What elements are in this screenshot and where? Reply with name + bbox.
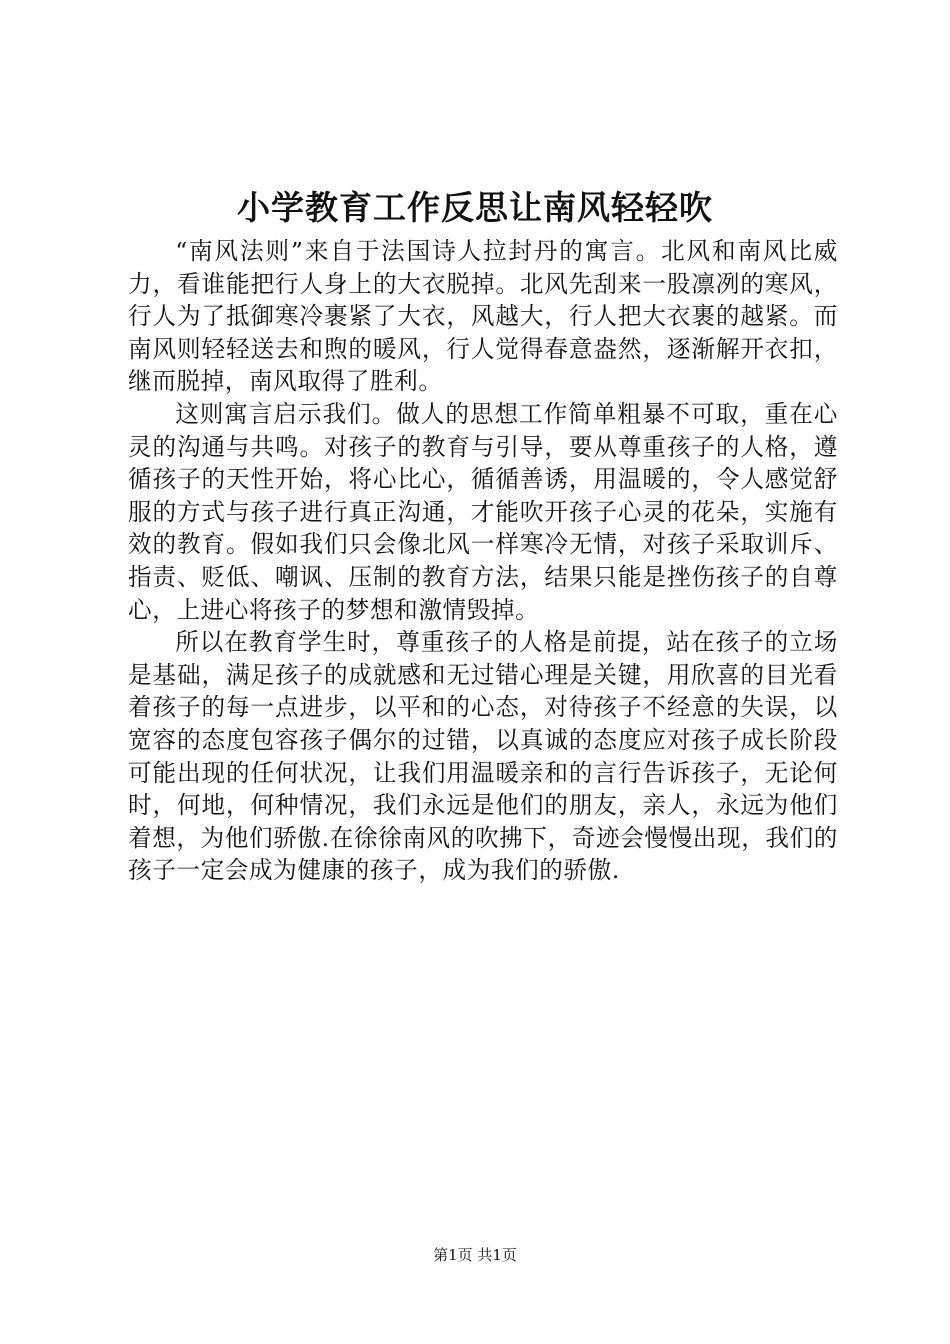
- paragraph-2: 这则寓言启示我们。做人的思想工作简单粗暴不可取，重在心灵的沟通与共鸣。对孩子的教育与引导，要从尊重孩子的人格，遵循孩子的天性开始，将心比心，循循善诱，用温暖的，令人感觉舒服的方式与孩子进行真正沟通，才能吹开孩子心灵的花朵，实施有效的教育。假如我们只会像北风一样寒冷无情，对孩子采取训斥、指责、贬低、嘲讽、压制的教育方法，结果只能是挫伤孩子的自尊心，上进心将孩子的梦想和激情毁掉。: [128, 399, 838, 624]
- document-body: [128, 235, 838, 887]
- paragraph-1: “南风法则”来自于法国诗人拉封丹的寓言。北风和南风比威力，看谁能把行人身上的大衣脱掉。北风先刮来一股凛冽的寒风，行人为了抵御寒冷裹紧了大衣，风越大，行人把大衣裹的越紧。而南风则轻轻送去和煦的暖风，行人觉得春意盎然，逐渐解开衣扣，继而脱掉，南风取得了胜利。: [128, 237, 838, 396]
- paragraph-3: 所以在教育学生时，尊重孩子的人格是前提，站在孩子的立场是基础，满足孩子的成就感和无过错心理是关键，用欣喜的目光看着孩子的每一点进步，以平和的心态，对待孩子不经意的失误，以宽容的态度包容孩子偶尔的过错，以真诚的态度应对孩子成长阶段可能出现的任何状况，让我们用温暖亲和的言行告诉孩子，无论何时，何地，何种情况，我们永远是他们的朋友，亲人，永远为他们着想，为他们骄傲.在徐徐南风的吹拂下，奇迹会慢慢出现，我们的孩子一定会成为健康的孩子，成为我们的骄傲.: [128, 628, 838, 885]
- document-title: 小学教育工作反思让南风轻轻吹: [237, 188, 713, 227]
- page-footer: 第1页 共1页: [433, 1246, 517, 1264]
